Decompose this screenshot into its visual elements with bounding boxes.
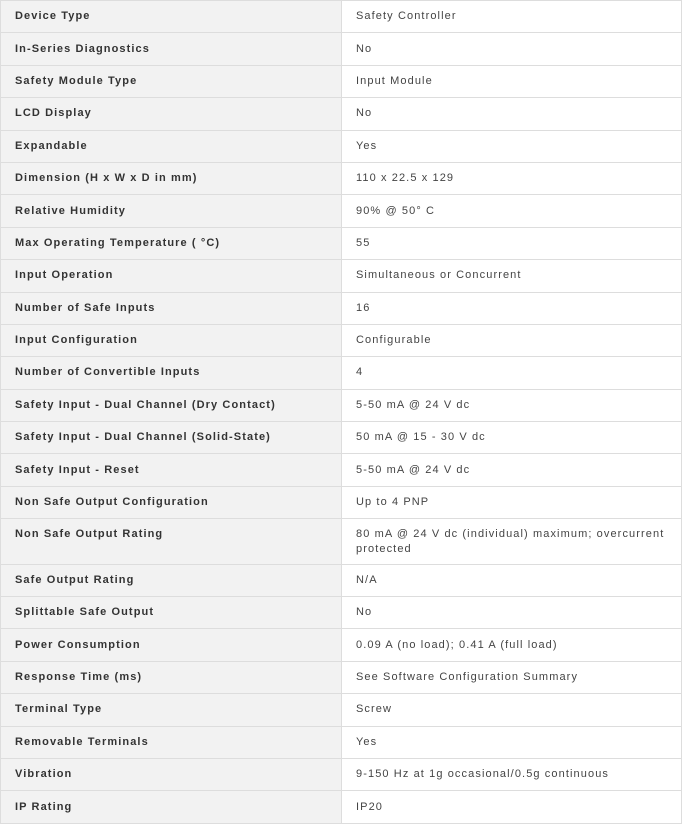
spec-value: Yes: [342, 130, 682, 162]
spec-value: N/A: [342, 564, 682, 596]
table-row: [1, 629, 682, 661]
spec-label: Number of Safe Inputs: [1, 292, 342, 324]
table-row: [1, 1, 682, 33]
table-row: [1, 324, 682, 356]
spec-label: Max Operating Temperature ( °C): [1, 227, 342, 259]
spec-value: 9-150 Hz at 1g occasional/0.5g continuous: [342, 758, 682, 790]
table-row: [1, 389, 682, 421]
table-row: [1, 726, 682, 758]
spec-label: Dimension (H x W x D in mm): [1, 162, 342, 194]
table-row: [1, 98, 682, 130]
table-row: [1, 791, 682, 823]
table-row: [1, 162, 682, 194]
spec-value: Input Module: [342, 65, 682, 97]
spec-value: 5-50 mA @ 24 V dc: [342, 389, 682, 421]
spec-label: Power Consumption: [1, 629, 342, 661]
spec-label: Number of Convertible Inputs: [1, 357, 342, 389]
table-row: [1, 454, 682, 486]
table-row: [1, 357, 682, 389]
spec-value: Simultaneous or Concurrent: [342, 260, 682, 292]
table-row: [1, 65, 682, 97]
spec-value: No: [342, 597, 682, 629]
table-row: [1, 758, 682, 790]
table-row: [1, 486, 682, 518]
table-row: [1, 564, 682, 596]
spec-label: Input Operation: [1, 260, 342, 292]
spec-label: Input Configuration: [1, 324, 342, 356]
spec-value: IP20: [342, 791, 682, 823]
spec-value: 4: [342, 357, 682, 389]
spec-label: Splittable Safe Output: [1, 597, 342, 629]
spec-value: 50 mA @ 15 - 30 V dc: [342, 422, 682, 454]
spec-label: In-Series Diagnostics: [1, 33, 342, 65]
table-row: [1, 519, 682, 564]
spec-value: 0.09 A (no load); 0.41 A (full load): [342, 629, 682, 661]
spec-value: 5-50 mA @ 24 V dc: [342, 454, 682, 486]
spec-value: Configurable: [342, 324, 682, 356]
spec-label: Expandable: [1, 130, 342, 162]
spec-value: Screw: [342, 694, 682, 726]
spec-value: Safety Controller: [342, 1, 682, 33]
spec-label: Safety Input - Dual Channel (Solid-State): [1, 422, 342, 454]
spec-value: 55: [342, 227, 682, 259]
table-row: [1, 130, 682, 162]
spec-label: IP Rating: [1, 791, 342, 823]
spec-value: 90% @ 50° C: [342, 195, 682, 227]
spec-label: Relative Humidity: [1, 195, 342, 227]
spec-label: Vibration: [1, 758, 342, 790]
table-row: [1, 597, 682, 629]
spec-value: See Software Configuration Summary: [342, 661, 682, 693]
spec-label: Removable Terminals: [1, 726, 342, 758]
spec-label: LCD Display: [1, 98, 342, 130]
spec-label: Non Safe Output Rating: [1, 519, 342, 564]
table-row: [1, 33, 682, 65]
spec-value: Yes: [342, 726, 682, 758]
table-row: [1, 422, 682, 454]
table-row: [1, 260, 682, 292]
spec-value: 16: [342, 292, 682, 324]
spec-value: Up to 4 PNP: [342, 486, 682, 518]
spec-label: Safety Input - Dual Channel (Dry Contact): [1, 389, 342, 421]
table-row: [1, 694, 682, 726]
spec-label: Safety Input - Reset: [1, 454, 342, 486]
spec-value: No: [342, 98, 682, 130]
table-row: [1, 195, 682, 227]
spec-label: Terminal Type: [1, 694, 342, 726]
spec-value: No: [342, 33, 682, 65]
spec-label: Non Safe Output Configuration: [1, 486, 342, 518]
spec-label: Response Time (ms): [1, 661, 342, 693]
spec-label: Device Type: [1, 1, 342, 33]
spec-label: Safe Output Rating: [1, 564, 342, 596]
spec-value: 80 mA @ 24 V dc (individual) maximum; overcurrent protected: [342, 519, 682, 564]
table-row: [1, 661, 682, 693]
table-row: [1, 227, 682, 259]
spec-value: 110 x 22.5 x 129: [342, 162, 682, 194]
spec-label: Safety Module Type: [1, 65, 342, 97]
table-row: [1, 292, 682, 324]
